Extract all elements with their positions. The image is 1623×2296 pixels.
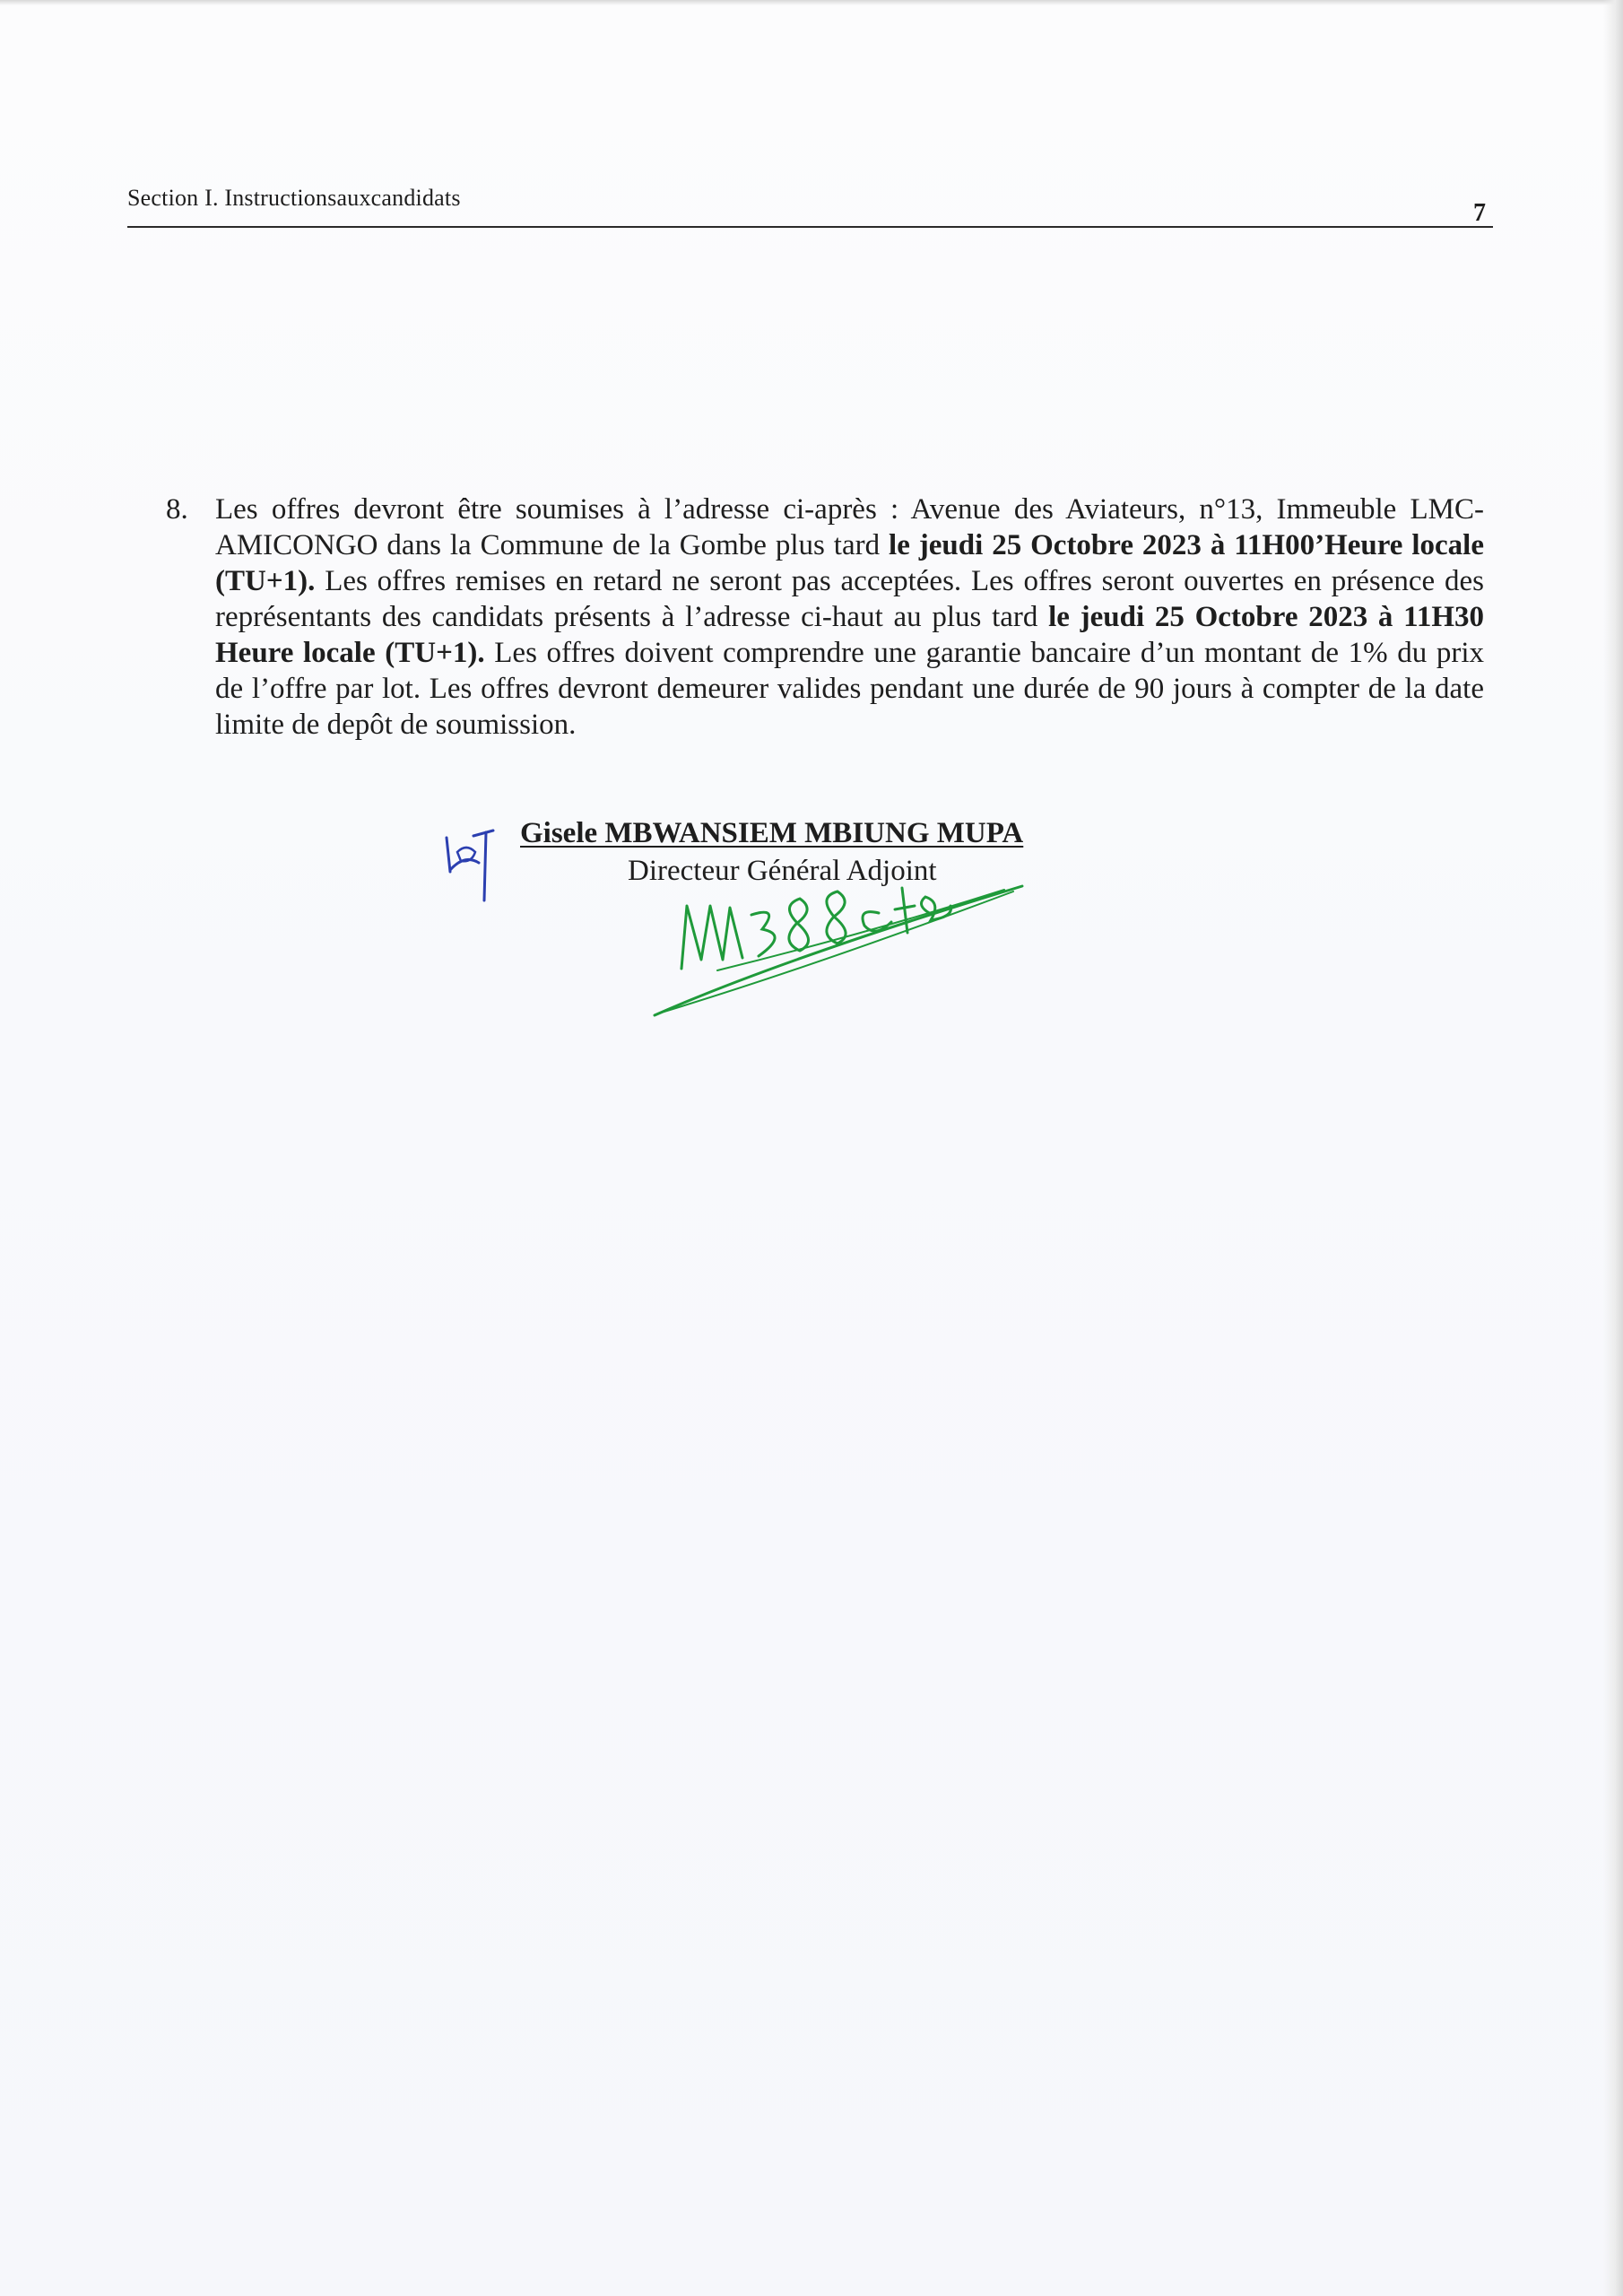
paragraph-text — [215, 491, 1484, 743]
scan-right-edge — [1603, 0, 1623, 2296]
page-number: 7 — [1473, 199, 1486, 227]
scan-top-edge — [0, 0, 1623, 5]
paragraph-text-part-3: Les offres doivent comprendre une garantie bancaire d’un montant de 1% du prix de l’offre par lot. Les offres devront demeurer valides pendant une durée de 90 jours à compter de la date limite de depôt de soumission. — [215, 637, 1484, 741]
paragraph-text-part-1: Les offres devront être soumises à l’adresse ci-après : Avenue des Aviateurs, n°13, Immeuble LMC-AMICONGO dans la Commune de la Gombe plus tard — [215, 493, 1484, 561]
paragraph-text-part-2: Les offres remises en retard ne seront pas acceptées. Les offres seront ouvertes en présence des représentants des candidats présents à l’adresse ci-haut au plus tard — [215, 565, 1484, 633]
section-title: Section I. Instructionsauxcandidats — [127, 185, 461, 211]
deadline-opening: le jeudi 25 Octobre 2023 à 11H30 Heure locale (TU+1). — [215, 601, 1484, 669]
page-header — [127, 179, 1493, 228]
deadline-submission: le jeudi 25 Octobre 2023 à 11H00’Heure locale (TU+1). — [215, 529, 1484, 597]
signatory-name: Gisele MBWANSIEM MBIUNG MUPA — [520, 817, 1024, 849]
handwritten-signature — [646, 870, 1031, 1022]
paragraph-number: 8. — [166, 493, 188, 526]
signatory-title: Directeur Général Adjoint — [628, 855, 937, 887]
handwritten-initials — [438, 818, 500, 908]
numbered-paragraph — [166, 491, 1484, 743]
